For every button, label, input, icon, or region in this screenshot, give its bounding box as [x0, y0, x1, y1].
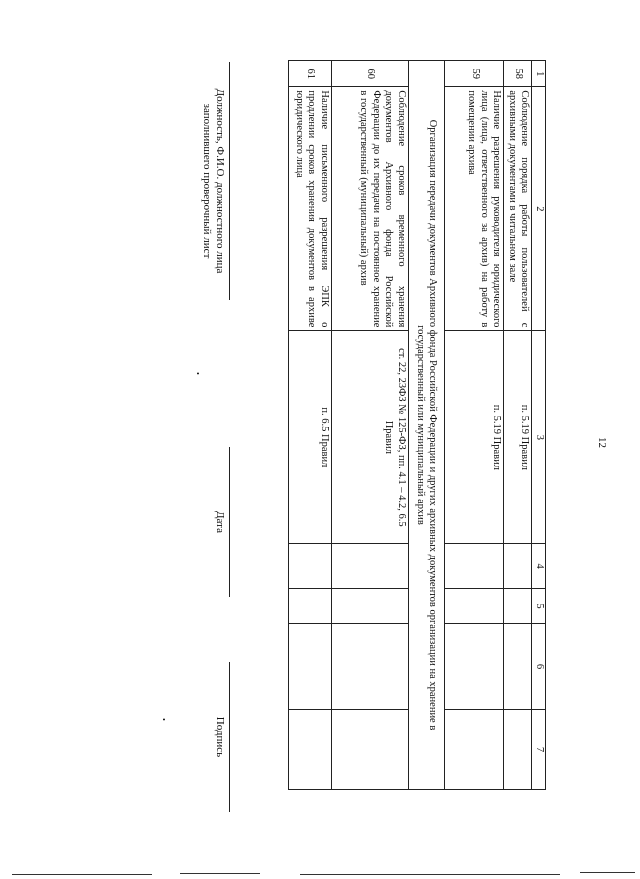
signature-label: Подпись: [214, 716, 226, 758]
answer-cell[interactable]: [504, 624, 532, 710]
table-row: [445, 61, 504, 790]
answer-cell[interactable]: [445, 544, 504, 589]
signature-block: [190, 0, 230, 879]
answer-cell[interactable]: [504, 709, 532, 789]
col-number: 6: [532, 624, 546, 710]
row-number: 58: [504, 61, 532, 87]
scan-speck: •: [159, 718, 168, 721]
requirement-text: Соблюдение порядка работы пользователей с архивными документами в читальном зале: [504, 87, 532, 331]
section-title: Организация передачи документов Архивного фонда Российской Федерации и других архивных документов организации на хранение в государственный или муниципальный архив: [409, 61, 445, 790]
requirement-text: Соблюдение сроков временного хранения документов Архивного фонда Российской Федерации до их передачи на постоянное хранение в государственный (муниципальный) архив: [332, 87, 409, 331]
answer-cell[interactable]: [504, 588, 532, 623]
row-number: 61: [289, 61, 332, 87]
signature-line[interactable]: [229, 662, 230, 812]
scan-edge-line: [180, 873, 260, 874]
answer-cell[interactable]: [289, 544, 332, 589]
col-number: 5: [532, 588, 546, 623]
scan-speck: •: [193, 372, 202, 375]
scan-edge-line: [12, 874, 152, 875]
column-numbers-row: [532, 61, 546, 790]
answer-cell[interactable]: [332, 588, 409, 623]
answer-cell[interactable]: [289, 709, 332, 789]
scan-edge-line: [300, 874, 560, 875]
answer-cell[interactable]: [289, 624, 332, 710]
row-number: 59: [445, 61, 504, 87]
reference-text: п. 5.19 Правил: [504, 331, 532, 544]
table-row: [289, 61, 332, 790]
answer-cell[interactable]: [332, 709, 409, 789]
table-row: [332, 61, 409, 790]
position-line[interactable]: [229, 62, 230, 300]
answer-cell[interactable]: [332, 624, 409, 710]
position-label: Должность, Ф.И.О. должностного лица заполнившего проверочный лист: [200, 88, 226, 274]
col-number: 7: [532, 709, 546, 789]
answer-cell[interactable]: [445, 624, 504, 710]
col-number: 4: [532, 544, 546, 589]
col-number: 3: [532, 331, 546, 544]
date-label: Дата: [214, 511, 226, 533]
reference-text: п. 5.19 Правил: [445, 331, 504, 544]
requirement-text: Наличие письменного разрешения ЭПК о продлении сроков хранения документов в архиве юридического лица: [289, 87, 332, 331]
table-row: [504, 61, 532, 790]
scan-edge-line: [580, 872, 635, 873]
col-number: 1: [532, 61, 546, 87]
requirement-text: Наличие разрешения руководителя юридического лица (лица, ответственного за архив) на работу в помещении архива: [445, 87, 504, 331]
answer-cell[interactable]: [504, 544, 532, 589]
row-number: 60: [332, 61, 409, 87]
date-line[interactable]: [229, 447, 230, 597]
col-number: 2: [532, 87, 546, 331]
page-number: 12: [596, 437, 608, 448]
answer-cell[interactable]: [445, 709, 504, 789]
checklist-table: [288, 60, 546, 790]
answer-cell[interactable]: [445, 588, 504, 623]
reference-text: ст. 22, 23ФЗ № 125-ФЗ, пп. 4.1 – 4.2, 6.5 Правил: [332, 331, 409, 544]
section-row: [409, 61, 445, 790]
answer-cell[interactable]: [332, 544, 409, 589]
answer-cell[interactable]: [289, 588, 332, 623]
reference-text: п. 6.5 Правил: [289, 331, 332, 544]
